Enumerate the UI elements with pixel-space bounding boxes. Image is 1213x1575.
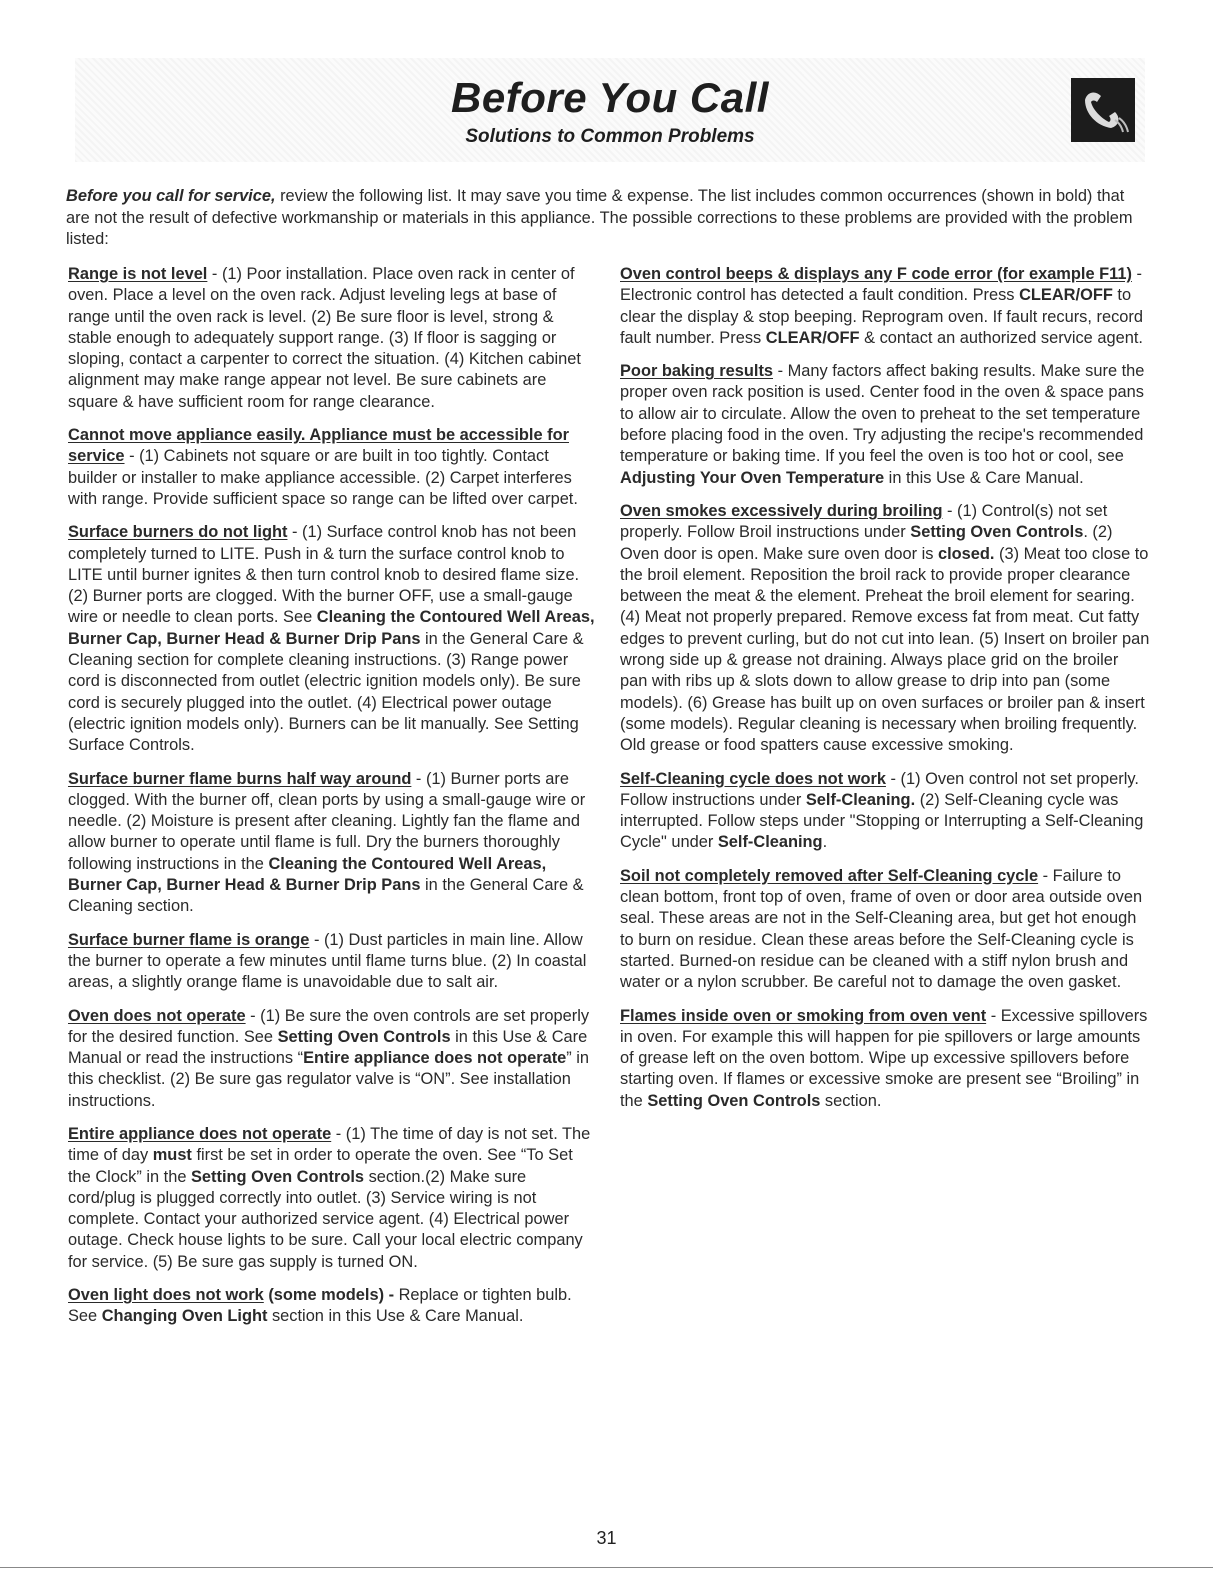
bold-reference: (some models) - <box>263 1286 399 1305</box>
bold-reference: Setting Oven Controls <box>191 1167 365 1186</box>
solution-text: - (1) The time of day is not set. The time of day <box>68 1124 591 1165</box>
troubleshooting-entry <box>68 425 596 510</box>
bold-reference: Changing Oven Light <box>101 1307 268 1326</box>
troubleshooting-entry <box>68 1124 596 1273</box>
solution-text: in the General Care & Cleaning section. <box>68 876 584 916</box>
bold-reference: must <box>152 1146 192 1165</box>
solution-text: . <box>822 833 828 852</box>
problem-heading: Flames inside oven or smoking from oven vent <box>620 1006 987 1025</box>
solution-text: in this Use & Care Manual. <box>884 468 1084 487</box>
bold-reference: Entire appliance does not operate <box>303 1049 567 1068</box>
bold-reference: Cleaning the Contoured Well Areas, Burner Cap, Burner Head & Burner Drip Pans <box>68 854 547 895</box>
bold-reference: Setting Oven Controls <box>277 1027 451 1046</box>
solution-text: - (1) Control(s) not set properly. Follow Broil instructions under <box>620 501 1108 542</box>
intro-text: review the following list. It may save you time & expense. The list includes common occurrences (shown in bold) that are not the result of defective workmanship or materials in this appliance. The possible corrections to these problems are provided with the problem listed: <box>66 187 1133 249</box>
bold-reference: Setting Oven Controls <box>647 1091 821 1110</box>
bold-reference: CLEAR/OFF <box>765 328 860 347</box>
solution-text: - Electronic control has detected a fault condition. Press <box>620 265 1142 305</box>
problem-heading: Surface burners do not light <box>68 523 288 542</box>
troubleshooting-entry <box>620 1006 1150 1112</box>
problem-heading: Oven control beeps & displays any F code error (for example F11) <box>620 265 1132 283</box>
intro-paragraph <box>66 186 1146 251</box>
header-banner <box>75 58 1145 162</box>
problem-heading: Surface burner flame burns half way around <box>68 769 412 788</box>
solution-text: - (1) Surface control knob has not been completely turned to LITE. Push in & turn the surface control knob to LITE until burner ignites & then turn control knob to desired flame size. (2) Burner ports are clogged. With the burner OFF, use a small-gauge wire or needle to clean ports. See <box>68 523 580 627</box>
bold-reference: CLEAR/OFF <box>1019 286 1113 305</box>
problem-heading: Range is not level <box>68 265 208 283</box>
solution-text: . (2) Oven door is open. Make sure oven door is <box>620 523 1113 563</box>
bottom-rule <box>0 1567 1213 1568</box>
solution-text: ” in this checklist. (2) Be sure gas regulator valve is “ON”. See installation instructions. <box>68 1049 590 1110</box>
bold-reference: Self-Cleaning. <box>805 790 916 809</box>
solution-text: - (1) Oven control not set properly. Follow instructions under <box>620 769 1139 809</box>
troubleshooting-entry <box>620 501 1150 757</box>
problem-heading: Oven does not operate <box>68 1006 246 1025</box>
solution-text: in the General Care & Cleaning section for complete cleaning instructions. (3) Range power cord is disconnected from outlet (electric ignition models only). Be sure cord is securely plugged into the outlet. (4) Electrical power outage (electric ignition models only). Burners can be lit manually. See Setting Surface Controls. <box>68 629 584 755</box>
page-subtitle: Solutions to Common Problems <box>465 126 755 147</box>
bold-reference: Self-Cleaning <box>717 833 823 852</box>
problem-heading: Oven light does not work <box>68 1286 264 1305</box>
troubleshooting-entry <box>620 866 1150 994</box>
problem-heading: Cannot move appliance easily. Appliance must be accessible for service <box>68 426 569 466</box>
troubleshooting-entry <box>68 930 596 994</box>
troubleshooting-entry <box>620 264 1150 349</box>
page-number: 31 <box>596 1528 617 1548</box>
problem-heading: Self-Cleaning cycle does not work <box>620 769 886 788</box>
solution-text: section in this Use & Care Manual. <box>267 1307 524 1326</box>
solution-text: - (1) Dust particles in main line. Allow the burner to operate a few minutes until flame turns blue. (2) In coastal areas, a slightly orange flame is unavoidable due to salt air. <box>68 930 587 992</box>
troubleshooting-entry <box>620 769 1150 854</box>
solution-text: Replace or tighten bulb. See <box>68 1286 572 1326</box>
solution-text: - (1) Burner ports are clogged. With the burner off, clean ports by using a small-gauge wire or needle. (2) Moisture is present after cleaning. Lightly fan the flame and allow burner to operate until flame is full. Dry the burners thoroughly following instructions in the <box>68 769 586 873</box>
troubleshooting-entry <box>68 1006 596 1112</box>
bold-reference: Setting Oven Controls <box>910 523 1084 542</box>
problem-heading: Poor baking results <box>620 362 774 381</box>
troubleshooting-entry <box>68 1285 596 1328</box>
solution-text: to clear the display & stop beeping. Reprogram oven. If fault recurs, record fault number. Press <box>620 286 1143 347</box>
right-column <box>620 264 1150 1124</box>
solution-text: first be set in order to operate the oven. See “To Set the Clock” in the <box>68 1146 573 1186</box>
troubleshooting-entry <box>620 361 1150 489</box>
left-column <box>68 264 596 1340</box>
problem-heading: Entire appliance does not operate <box>68 1124 332 1143</box>
problem-heading: Oven smokes excessively during broiling <box>620 501 943 520</box>
solution-text: - Excessive spillovers in oven. For example this will happen for pie spillovers or large amounts of grease left on the oven bottom. Wipe up excessive spillovers before starting oven. If flames or excessive smoke are present see “Broiling” in the <box>620 1006 1148 1110</box>
solution-text: section. <box>820 1091 882 1110</box>
problem-heading: Soil not completely removed after Self-Cleaning cycle <box>620 866 1039 885</box>
troubleshooting-entry <box>68 769 596 918</box>
problem-heading: Surface burner flame is orange <box>68 930 310 949</box>
troubleshooting-entry <box>68 264 596 413</box>
solution-text: - (1) Be sure the oven controls are set properly for the desired function. See <box>68 1006 590 1046</box>
solution-text: - Failure to clean bottom, front top of oven, frame of oven or door area outside oven seal. These areas are not in the Self-Cleaning area, but get hot enough to burn on residue. Clean these areas before the Self-Cleaning cycle is started. Burned-on residue can be cleaned with a stiff nylon brush and water or a nylon scrubber. Be careful not to damage the oven gasket. <box>620 866 1143 992</box>
solution-text: section.(2) Make sure cord/plug is plugged correctly into outlet. (3) Service wiring is not complete. Contact your authorized service agent. (4) Electrical power outage. Check house lights to be sure. Call your local electric company for service. (5) Be sure gas supply is turned ON. <box>68 1167 583 1271</box>
page-title: Before You Call <box>451 74 769 121</box>
solution-text: - Many factors affect baking results. Make sure the proper oven rack position is used. Center food in the oven & space pans to allow air to circulate. Allow the oven to preheat to the set temperature before placing food in the oven. Try adjusting the recipe's recommended temperature or baking time. If you feel the oven is too hot or cool, see <box>620 362 1145 466</box>
solution-text: (2) Self-Cleaning cycle was interrupted. Follow steps under "Stopping or Interrupting a Self-Cleaning Cycle" under <box>620 790 1144 852</box>
solution-text: in this Use & Care Manual or read the instructions “ <box>68 1027 588 1068</box>
intro-lead: Before you call for service, <box>66 187 276 205</box>
bold-reference: Adjusting Your Oven Temperature <box>620 468 885 487</box>
bold-reference: Cleaning the Contoured Well Areas, Burner Cap, Burner Head & Burner Drip Pans <box>68 608 595 648</box>
solution-text: - (1) Cabinets not square or are built in too tightly. Contact builder or installer to make appliance accessible. (2) Carpet interferes with range. Provide sufficient space so range can be lifted over carpet. <box>68 447 578 508</box>
troubleshooting-entry <box>68 522 596 756</box>
phone-icon <box>1071 78 1135 142</box>
bold-reference: closed. <box>937 544 995 563</box>
solution-text: & contact an authorized service agent. <box>859 328 1143 347</box>
solution-text: - (1) Poor installation. Place oven rack in center of oven. Place a level on the oven rack. Adjust leveling legs at base of range until the oven rack is level. (2) Be sure floor is level, strong & stable enough to adequately support range. (3) If floor is sagging or sloping, contact a carpenter to correct the situation. (4) Kitchen cabinet alignment may make range appear not level. Be sure cabinets are square & have sufficient room for range clearance. <box>68 265 581 411</box>
solution-text: (3) Meat too close to the broil element. Reposition the broil rack to provide proper clearance between the meat & the element. Preheat the broil element for searing. (4) Meat not properly prepared. Remove excess fat from meat. Cut fatty edges to prevent curling, but do not cut into lean. (5) Insert on broiler pan wrong side up & grease not draining. Always place grid on the broiler pan with ribs up & slots down to allow grease to drip into pan (some models). (6) Grease has built up on oven surfaces or broiler pan & insert (some models). Regular cleaning is necessary when broiling frequently. Old grease or food spatters cause excessive smoking. <box>620 544 1150 755</box>
